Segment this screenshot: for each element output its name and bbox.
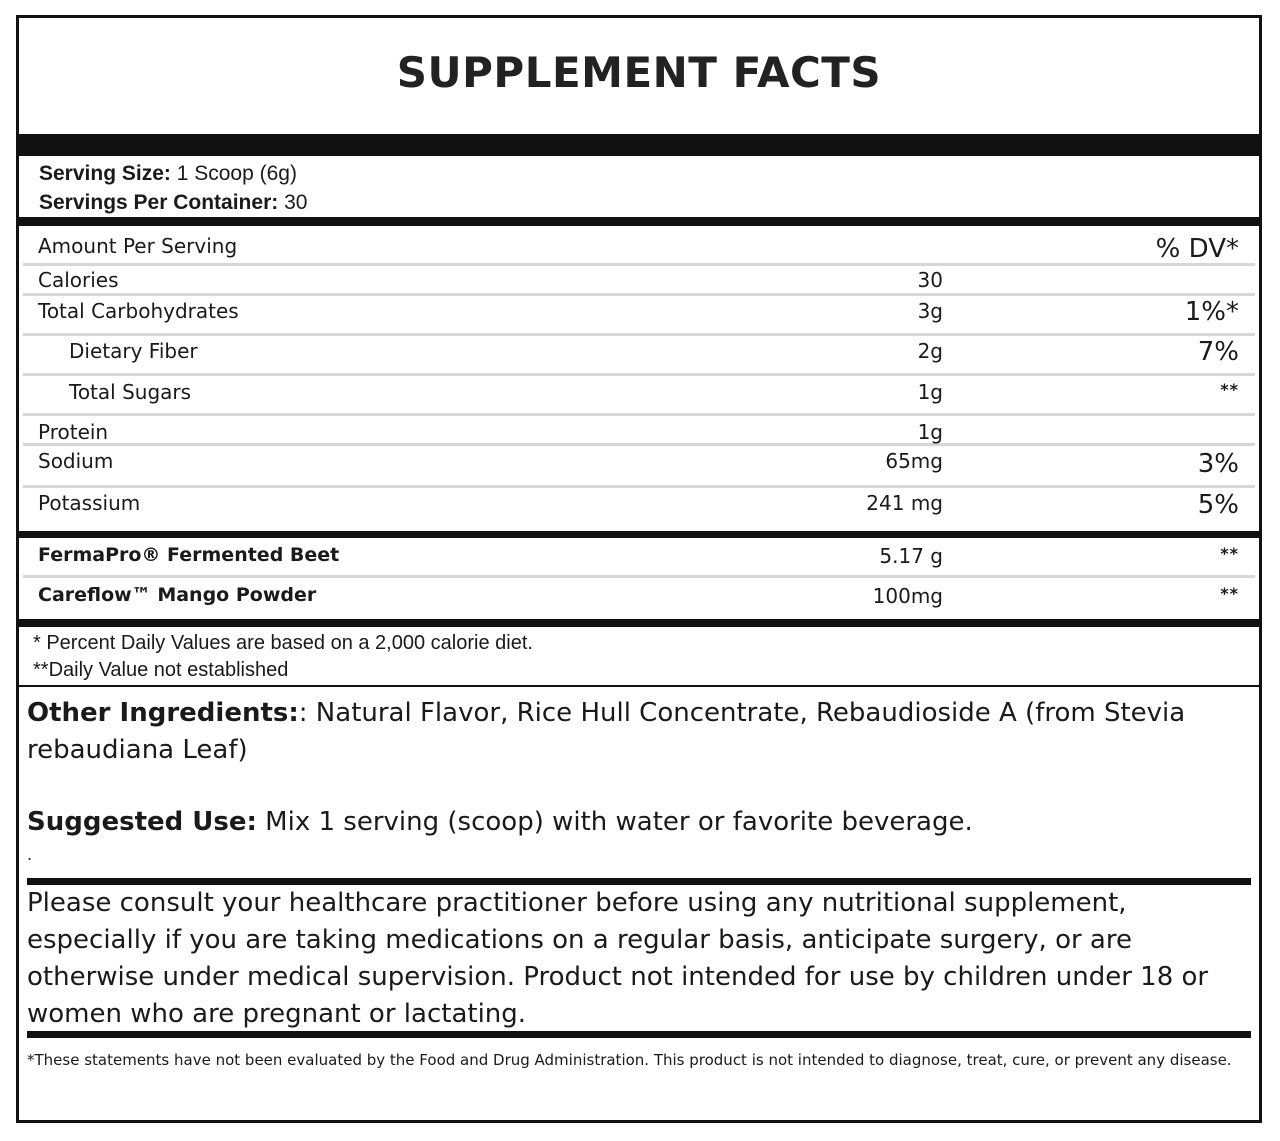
serving-info: [39, 159, 307, 217]
ingredient-row: FermaPro® Fermented Beet 5.17 g **: [23, 538, 1255, 578]
nutrient-row: Sodium 65mg 3%: [23, 446, 1255, 488]
divider-thick: [19, 134, 1259, 156]
page-title: SUPPLEMENT FACTS: [396, 48, 882, 97]
divider-ingredients: [19, 531, 1259, 538]
ingredient-row: Careflow™ Mango Powder 100mg **: [38, 584, 1239, 608]
supplement-facts-panel: [16, 15, 1262, 1123]
header-row: [23, 226, 1255, 266]
nutrient-row: Total Carbohydrates 3g 1%*: [23, 296, 1255, 336]
footnote-not-established: **Daily Value not established: [33, 659, 289, 681]
divider-warning-top: [27, 878, 1251, 885]
divider-thin: [19, 685, 1259, 687]
stray-dot: .: [27, 845, 33, 864]
nutrient-row: Potassium 241 mg 5%: [38, 490, 1239, 520]
other-ingredients: Other Ingredients:: Natural Flavor, Rice Hull Concentrate, Rebaudioside A (from Stevia rebaudiana Leaf): [27, 698, 1186, 765]
nutrient-row: Protein 1g: [23, 416, 1255, 446]
footnote-percent: * Percent Daily Values are based on a 2,000 calorie diet.: [33, 632, 533, 654]
suggested-use: Suggested Use: Mix 1 serving (scoop) with water or favorite beverage.: [27, 807, 973, 837]
nutrient-row: Calories 30: [23, 266, 1255, 296]
amount-per-serving-label: Amount Per Serving: [38, 234, 238, 258]
divider-warning-bottom: [27, 1031, 1251, 1038]
nutrient-row: Total Sugars 1g **: [23, 376, 1255, 416]
divider-footnotes: [19, 619, 1259, 627]
warning-text: Please consult your healthcare practitioner before using any nutritional supplement, especially if you are taking medications on a regular basis, anticipate surgery, or are otherwise under medical supervision. Product not intended for use by children under 18 or women who are pregnant or lactating.: [27, 888, 1209, 1029]
dv-header: % DV*: [1155, 234, 1239, 264]
divider-serving: [19, 217, 1259, 226]
servings-per-container: Servings Per Container: 30: [39, 191, 308, 214]
serving-size: Serving Size: 1 Scoop (6g): [39, 162, 297, 185]
fda-disclaimer: *These statements have not been evaluated by the Food and Drug Administration. This product is not intended to diagnose, treat, cure, or prevent any disease.: [27, 1051, 1232, 1069]
nutrient-row: Dietary Fiber 2g 7%: [23, 336, 1255, 376]
